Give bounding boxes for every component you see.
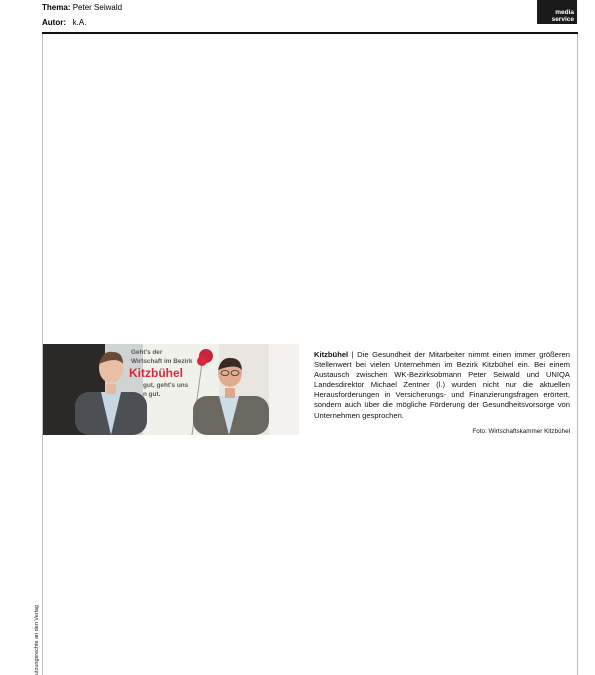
caption-text: Die Gesundheit der Mitarbeiter nimmt einen immer größeren Stellenwert bei vielen Unternehmen im Bezirk Kitzbühel ein. Bei einem Austausch zwischen WK-Bezirksobmann Peter Seiwald und UNIQA Landesdirektor Michael Zentner (l.) wurden nicht nur die aktuellen Herausforderungen in Versicherungs- und Finanzierungsfragen erörtert, sondern auch über die mögliche Förderung der Gesundheitsvorsorge von Unternehmen gesprochen. [314, 350, 570, 420]
page-border-right [577, 34, 578, 675]
banner-line1: Geht's der [131, 349, 163, 356]
photo-credit: Foto: Wirtschaftskammer Kitzbühel [472, 428, 570, 435]
banner-line2: Wirtschaft im Bezirk [131, 358, 193, 365]
media-service-logo [537, 0, 577, 24]
autor-value: k.A. [72, 18, 87, 27]
caption-place: Kitzbühel [314, 350, 349, 359]
article-photo [43, 344, 299, 435]
banner-line4: gut, geht's uns [143, 382, 189, 389]
usage-rights-note: utzungsrechte an den Verlag [34, 604, 40, 675]
thema-value: Peter Seiwald [72, 3, 123, 12]
logo-line2: service [551, 16, 574, 23]
autor-label: Autor: [42, 18, 66, 27]
meta-thema [42, 3, 122, 13]
caption-separator: | [348, 350, 358, 359]
header-rule [42, 32, 578, 34]
banner-line5: n gut. [143, 391, 161, 398]
thema-label: Thema: [42, 3, 71, 12]
meta-autor [42, 18, 86, 28]
photo-caption [314, 350, 570, 421]
banner-line3: Kitzbühel [129, 366, 183, 380]
logo-line1: media [555, 9, 574, 16]
